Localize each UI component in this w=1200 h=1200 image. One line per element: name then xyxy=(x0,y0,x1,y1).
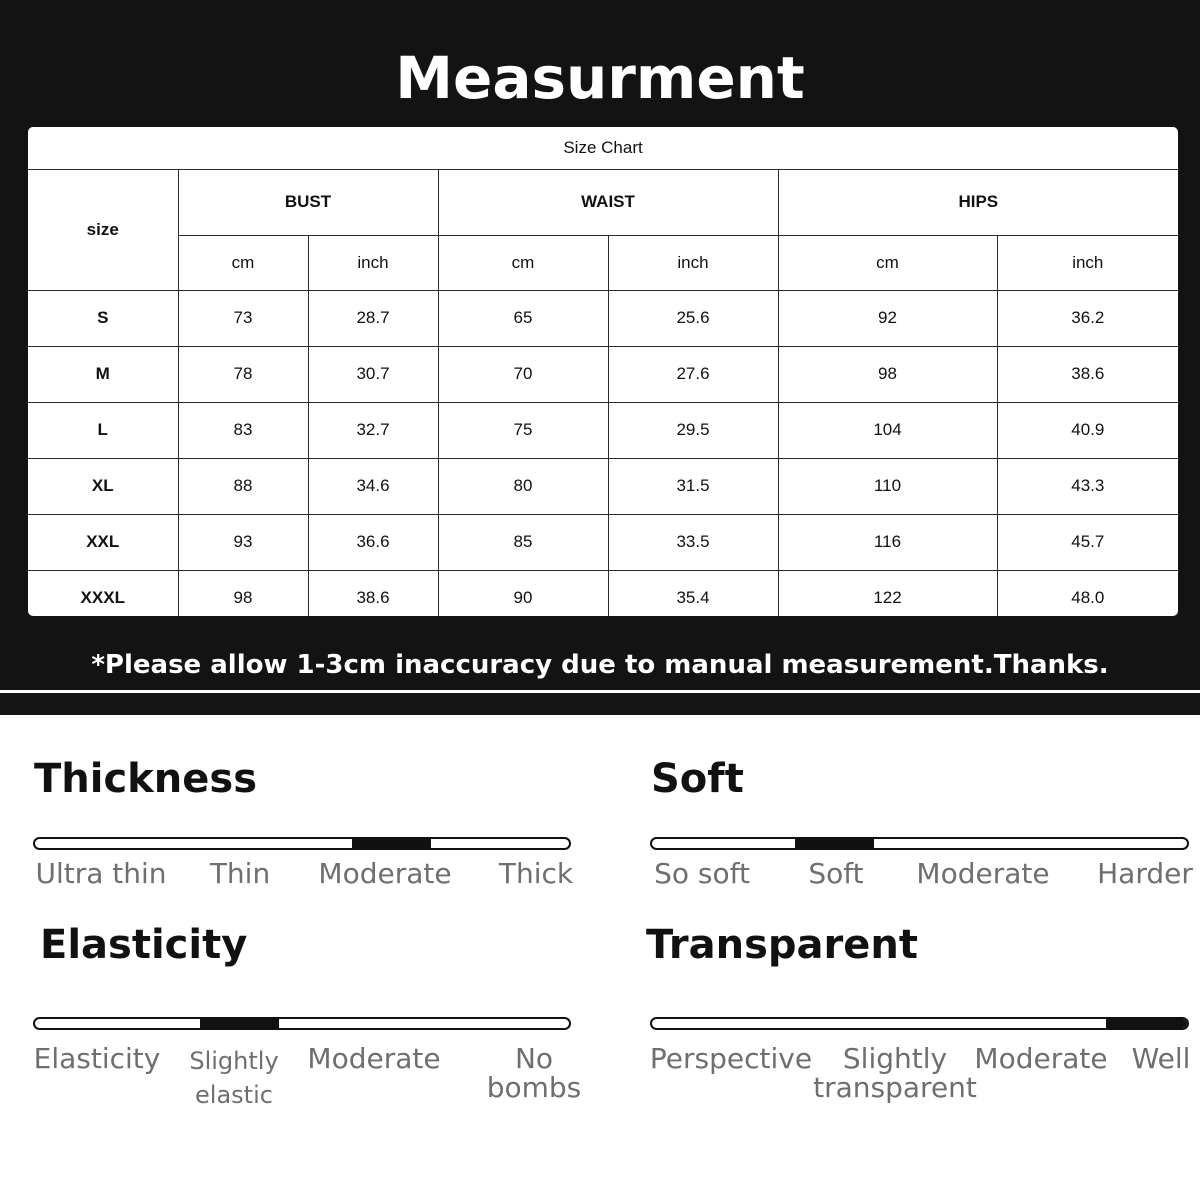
thickness-indicator xyxy=(352,839,431,848)
value-cell: 43.3 xyxy=(997,458,1178,514)
soft-title: Soft xyxy=(651,756,744,802)
soft-label: So soft xyxy=(654,857,750,890)
value-cell: 45.7 xyxy=(997,514,1178,570)
value-cell: 48.0 xyxy=(997,570,1178,616)
value-cell: 104 xyxy=(778,402,997,458)
soft-indicator xyxy=(795,839,874,848)
value-cell: 75 xyxy=(438,402,608,458)
size-cell: S xyxy=(28,290,178,346)
value-cell: 30.7 xyxy=(308,346,438,402)
measurement-note: *Please allow 1-3cm inaccuracy due to manual measurement.Thanks. xyxy=(91,650,1109,680)
value-cell: 78 xyxy=(178,346,308,402)
value-cell: 35.4 xyxy=(608,570,778,616)
elasticity-label: bombs xyxy=(486,1071,582,1104)
value-cell: 73 xyxy=(178,290,308,346)
value-cell: 33.5 xyxy=(608,514,778,570)
size-chart xyxy=(28,127,1178,616)
table-row xyxy=(28,570,1178,616)
unit-header: inch xyxy=(608,235,778,290)
size-cell: XXL xyxy=(28,514,178,570)
size-column-header: size xyxy=(28,169,178,290)
elasticity-label: Slightly xyxy=(189,1047,279,1075)
transparent-label: Slightly xyxy=(842,1042,948,1075)
transparent-label: Well xyxy=(1131,1042,1191,1075)
value-cell: 88 xyxy=(178,458,308,514)
size-cell: XXXL xyxy=(28,570,178,616)
value-cell: 29.5 xyxy=(608,402,778,458)
table-row xyxy=(28,346,1178,402)
group-header-row xyxy=(28,169,1178,235)
elasticity-indicator xyxy=(200,1019,279,1028)
transparent-indicator xyxy=(1106,1019,1187,1028)
unit-header-row xyxy=(28,235,1178,290)
value-cell: 36.2 xyxy=(997,290,1178,346)
soft-label: Soft xyxy=(808,857,864,890)
thickness-label: Moderate xyxy=(318,857,452,890)
value-cell: 70 xyxy=(438,346,608,402)
value-cell: 83 xyxy=(178,402,308,458)
elasticity-label: elastic xyxy=(195,1081,273,1109)
value-cell: 92 xyxy=(778,290,997,346)
table-row xyxy=(28,458,1178,514)
soft-label: Harder xyxy=(1097,857,1193,890)
value-cell: 122 xyxy=(778,570,997,616)
soft-label: Moderate xyxy=(916,857,1050,890)
waist-header: WAIST xyxy=(438,169,778,235)
value-cell: 28.7 xyxy=(308,290,438,346)
divider-band xyxy=(0,693,1200,715)
unit-header: cm xyxy=(438,235,608,290)
unit-header: cm xyxy=(778,235,997,290)
bust-header: BUST xyxy=(178,169,438,235)
size-cell: M xyxy=(28,346,178,402)
size-cell: XL xyxy=(28,458,178,514)
value-cell: 27.6 xyxy=(608,346,778,402)
thickness-title: Thickness xyxy=(34,756,258,802)
thickness-scale-bar xyxy=(33,837,571,850)
caption-row xyxy=(28,127,1178,169)
value-cell: 116 xyxy=(778,514,997,570)
thickness-label: Ultra thin xyxy=(35,857,167,890)
value-cell: 36.6 xyxy=(308,514,438,570)
hips-header: HIPS xyxy=(778,169,1178,235)
transparent-label: transparent xyxy=(813,1071,977,1104)
value-cell: 40.9 xyxy=(997,402,1178,458)
value-cell: 38.6 xyxy=(997,346,1178,402)
value-cell: 98 xyxy=(778,346,997,402)
value-cell: 31.5 xyxy=(608,458,778,514)
table-row xyxy=(28,290,1178,346)
value-cell: 85 xyxy=(438,514,608,570)
table-row xyxy=(28,402,1178,458)
unit-header: inch xyxy=(997,235,1178,290)
elasticity-label: Moderate xyxy=(307,1042,441,1075)
value-cell: 90 xyxy=(438,570,608,616)
value-cell: 38.6 xyxy=(308,570,438,616)
soft-scale-bar xyxy=(650,837,1189,850)
transparent-label: Perspective xyxy=(649,1042,813,1075)
thickness-label: Thick xyxy=(498,857,574,890)
value-cell: 34.6 xyxy=(308,458,438,514)
transparent-label: Moderate xyxy=(974,1042,1108,1075)
size-cell: L xyxy=(28,402,178,458)
page-title: Measurment xyxy=(395,44,805,112)
value-cell: 80 xyxy=(438,458,608,514)
unit-header: inch xyxy=(308,235,438,290)
elasticity-title: Elasticity xyxy=(40,922,248,968)
value-cell: 93 xyxy=(178,514,308,570)
size-chart-caption: Size Chart xyxy=(28,127,1178,169)
value-cell: 65 xyxy=(438,290,608,346)
transparent-scale-bar xyxy=(650,1017,1189,1030)
value-cell: 32.7 xyxy=(308,402,438,458)
unit-header: cm xyxy=(178,235,308,290)
thickness-label: Thin xyxy=(209,857,271,890)
size-table xyxy=(28,127,1178,616)
value-cell: 110 xyxy=(778,458,997,514)
value-cell: 98 xyxy=(178,570,308,616)
elasticity-label: Elasticity xyxy=(33,1042,161,1075)
transparent-title: Transparent xyxy=(646,922,918,968)
elasticity-scale-bar xyxy=(33,1017,571,1030)
value-cell: 25.6 xyxy=(608,290,778,346)
table-row xyxy=(28,514,1178,570)
elasticity-label: No xyxy=(514,1042,554,1075)
